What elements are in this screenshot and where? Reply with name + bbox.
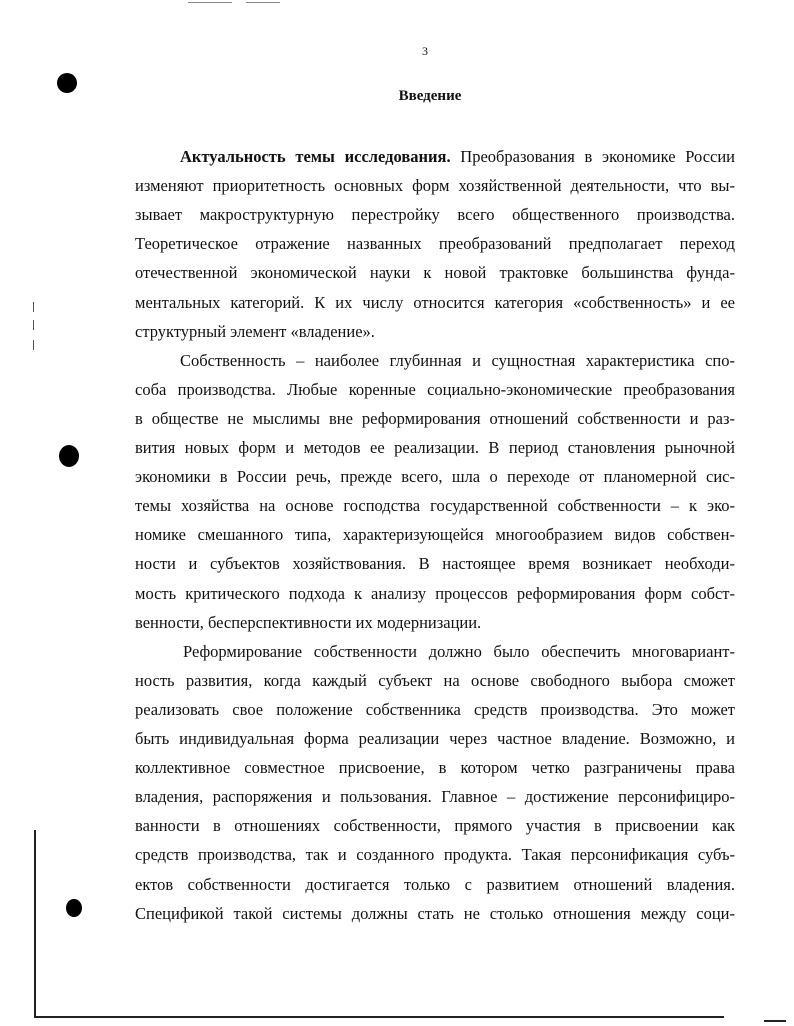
text-line <box>135 816 735 836</box>
line-text: зывает макроструктурную перестройку всего общественного производства. <box>135 205 735 224</box>
line-text: быть индивидуальная форма реализации через частное владение. Возможно, и <box>135 729 735 748</box>
text-line <box>135 234 735 254</box>
line-text: темы хозяйства на основе господства государственной собственности – к эко- <box>135 496 735 515</box>
text-line <box>135 176 735 196</box>
punch-hole-mark <box>57 73 77 93</box>
text-line <box>135 875 735 895</box>
punch-hole-mark <box>66 899 82 917</box>
margin-tick <box>33 320 34 330</box>
line-text: реализовать свое положение собственника средств производства. Это может <box>135 700 735 719</box>
line-text: ектов собственности достигается только с развитием отношений владения. <box>135 875 735 894</box>
scan-artifact-corner <box>764 1020 786 1022</box>
text-line <box>135 293 735 313</box>
line-text: Реформирование собственности должно было обеспечить многовариант- <box>183 642 735 661</box>
text-line <box>135 584 735 604</box>
line-text: структурный элемент «владение». <box>135 322 375 341</box>
bold-lead: Актуальность темы исследования. <box>180 147 451 166</box>
line-text: ментальных категорий. К их числу относится категория «собственность» и ее <box>135 293 735 312</box>
scan-artifact-top <box>188 2 232 3</box>
text-line <box>135 845 735 865</box>
text-line <box>135 758 735 778</box>
text-line <box>135 438 735 458</box>
line-text: мость критического подхода к анализу процессов реформирования форм собст- <box>135 584 735 603</box>
binding-edge-bottom <box>34 1016 724 1018</box>
text-line <box>135 729 735 749</box>
line-text: Спецификой такой системы должны стать не столько отношения между соци- <box>135 904 735 923</box>
line-text: Преобразования в экономике России <box>450 147 735 166</box>
text-line <box>135 496 735 516</box>
line-text: экономики в России речь, прежде всего, шла о переходе от планомерной сис- <box>135 467 735 486</box>
scan-artifact-top-2 <box>246 2 280 3</box>
text-line <box>135 904 735 924</box>
text-line <box>135 467 735 487</box>
binding-edge-left <box>34 830 36 1018</box>
line-text: Собственность – наиболее глубинная и сущностная характеристика спо- <box>180 351 735 370</box>
text-line <box>135 700 735 720</box>
page-number: 3 <box>422 44 428 58</box>
line-text: номике смешанного типа, характеризующейся многообразием видов собствен- <box>135 525 735 544</box>
text-line <box>135 205 735 225</box>
punch-hole-mark <box>59 445 79 467</box>
line-text: средств производства, так и созданного продукта. Такая персонификация субъ- <box>135 845 735 864</box>
line-text: Теоретическое отражение названных преобразований предполагает переход <box>135 234 735 253</box>
text-line <box>135 380 735 400</box>
text-line <box>135 671 735 691</box>
section-heading: Введение <box>398 88 462 104</box>
line-text: венности, бесперспективности их модернизации. <box>135 613 482 632</box>
text-line <box>135 263 735 283</box>
line-text: коллективное совместное присвоение, в котором четко разграничены права <box>135 758 735 777</box>
line-text: ность развития, когда каждый субъект на основе свободного выбора сможет <box>135 671 735 690</box>
line-text: ванности в отношениях собственности, прямого участия в присвоении как <box>135 816 735 835</box>
text-line <box>180 351 735 371</box>
text-line <box>180 147 735 167</box>
line-text: владения, распоряжения и пользования. Главное – достижение персонифициро- <box>135 787 735 806</box>
line-text: изменяют приоритетность основных форм хозяйственной деятельности, что вы- <box>135 176 735 195</box>
text-line <box>135 322 735 342</box>
line-text: в обществе не мыслимы вне реформирования отношений собственности и раз- <box>135 409 735 428</box>
margin-tick <box>33 302 34 312</box>
line-text: соба производства. Любые коренные социально-экономические преобразования <box>135 380 735 399</box>
text-line <box>183 642 735 662</box>
text-line <box>135 525 735 545</box>
line-text: вития новых форм и методов ее реализации. В период становления рыночной <box>135 438 735 457</box>
text-line <box>135 409 735 429</box>
text-line <box>135 554 735 574</box>
margin-tick <box>33 340 34 350</box>
text-line <box>135 613 735 633</box>
line-text: ности и субъектов хозяйствования. В настоящее время возникает необходи- <box>135 554 735 573</box>
line-text: отечественной экономической науки к новой трактовке большинства фунда- <box>135 263 735 282</box>
text-line <box>135 787 735 807</box>
